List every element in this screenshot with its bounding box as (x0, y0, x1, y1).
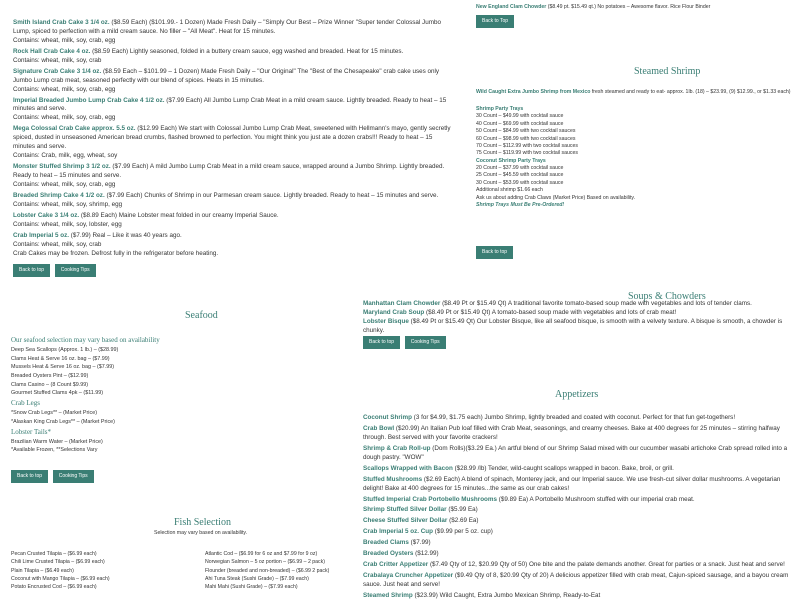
cooking-tips-button-3[interactable]: Cooking Tips (53, 470, 94, 483)
fish-item: Potato Encrusted Cod – ($6.99 each) (11, 584, 97, 591)
seafood-section (11, 335, 251, 455)
crab-cakes-note: Crab Cakes may be frozen. Defrost fully in the refrigerator before heating. (13, 250, 219, 257)
item-price: ($8.59 Each) (92, 47, 129, 55)
appetizers-list (363, 414, 791, 603)
item-contains: Contains: wheat, milk, soy, crab, egg (13, 180, 116, 188)
fish-item: Chili Lime Crusted Tilapia – ($6.99 each) (11, 559, 105, 566)
appetizer-desc: ($2.69 Each) A blend of spinach, Monterey jack, and our Imperial sauce. We use fresh-cut silver dollar mushrooms. A vegetarian delight! Bake at 400 degrees for 15 minutes...the same as our crab cakes! (363, 475, 781, 492)
item-contains: Contains: wheat, milk, soy, shrimp, egg (13, 200, 123, 208)
soup-item (363, 300, 791, 309)
appetizer-item (363, 528, 791, 537)
item-name[interactable]: Mega Colossal Crab Cake approx. 5.5 oz. (13, 125, 136, 133)
crab-claws-note: Ask us about adding Crab Claws (Market Price) Based on availability. (476, 194, 636, 201)
appetizers-heading: Appetizers (555, 389, 599, 400)
appetizer-item (363, 572, 791, 590)
appetizer-name[interactable]: Crab Imperial 5 oz. Cup (363, 528, 433, 536)
item-desc: We start with Colossal Jumbo Lump Crab Meat, sweetened with Hellmann's mayo, gently secretly spiced, dusted in unseasoned American bread crumbs, flashed browned to perfection. You might think you just ate a dozen crabs!!! Ready to heat – 15 minutes and serve. (13, 125, 451, 151)
tray-option: 70 Count – $112.99 with two cocktail sauces (476, 142, 578, 149)
tray-option: 20 Count – $37.99 with cocktail sauce (476, 165, 564, 171)
crab-cake-item (13, 192, 451, 210)
tray-option: 50 Count – $84.99 with two cocktail sauces (476, 128, 576, 135)
fish-item: Flounder (breaded and non-breaded) – ($6.99 2 pack) (205, 567, 330, 574)
appetizer-name[interactable]: Coconut Shrimp (363, 414, 412, 421)
fish-sub: Selection may vary based on availability. (154, 530, 248, 536)
crab-leg-item: *Snow Crab Legs** – (Market Price) (11, 410, 97, 417)
cooking-tips-button-2[interactable]: Cooking Tips (405, 336, 446, 349)
soup-name[interactable]: Lobster Bisque (363, 317, 409, 325)
item-contains: Contains: wheat, milk, soy, crab, egg (13, 114, 116, 122)
appetizer-desc: ($7.99) (410, 539, 431, 547)
appetizer-desc: ($12.99) (415, 550, 439, 558)
appetizer-desc: ($2.69 Ea) (449, 517, 479, 525)
crab-cake-item (13, 97, 451, 124)
appetizer-item (363, 476, 791, 494)
soup-desc: ($8.49 Pt or $15.49 Qt) A tomato-based soup made with vegetables and lots of crab meat! (425, 308, 677, 316)
crab-cake-item (13, 48, 451, 66)
appetizer-item (363, 425, 791, 443)
item-desc: – Like it was 40 years ago. (107, 231, 182, 239)
crab-cake-list (13, 19, 451, 252)
item-price: ($12.99 Each) (137, 125, 177, 133)
item-desc: Maine Lobster meat folded in our creamy Imperial Sauce. (118, 211, 279, 219)
seafood-item: Clams Heat & Serve 16 oz. bag – ($7.99) (11, 355, 110, 362)
appetizer-name[interactable]: Breaded Clams (363, 539, 409, 547)
item-desc: Made Fresh Daily – "Simply Our Best – Prize Winner "Super tender Colossal Jumbo Lump, spiced to perfection with a mild cream sauce. No filler – "All Meat". Heat for 15 minutes. (13, 19, 441, 35)
crab-leg-item: *Alaskan King Crab Legs** – (Market Price) (11, 418, 115, 425)
appetizer-desc: ($7.49 Qty of 12, $20.99 Qty of 50) One bite and the palate demands another. Great for parties or a snack. Just heat and serve! (429, 561, 785, 569)
crab-cake-item (13, 163, 451, 190)
appetizer-name[interactable]: Shrimp & Crab Roll-up (363, 444, 431, 452)
item-name[interactable]: Monster Stuffed Shrimp 3 1/2 oz. (13, 163, 111, 171)
soups-buttons (363, 336, 449, 349)
item-desc: Lightly seasoned, folded in a buttery cream sauce, egg washed and breaded. Heat for 15 minutes. (129, 47, 404, 55)
item-desc: A mild Jumbo Lump Crab Meat in a mild cream sauce, wrapped around a Jumbo Shrimp. Lightly breaded. Ready to heat – 15 minutes and serve. (13, 163, 445, 179)
soups-heading: Soups & Chowders (628, 291, 706, 302)
item-name[interactable]: Crab Imperial 5 oz. (13, 231, 69, 239)
seafood-item: Gourmet Stuffed Clams 4pk – ($11.99) (11, 390, 104, 397)
item-contains: Contains: wheat, milk, soy, crab, egg (13, 85, 116, 93)
fish-item: Coconut with Mango Tilapia – ($6.99 each) (11, 575, 110, 582)
fish-col-2 (205, 550, 365, 592)
tray-option: 30 Count – $53.99 with cocktail sauce (476, 179, 564, 186)
item-name[interactable]: Signature Crab Cake 3 1/4 oz. (13, 67, 102, 75)
fish-col-1 (11, 550, 201, 592)
soup-name[interactable]: Manhattan Clam Chowder (363, 300, 441, 307)
item-contains: Contains: wheat, milk, soy, crab (13, 240, 102, 248)
item-price: ($7.99) Real (70, 231, 106, 239)
appetizer-desc: ($23.99) Wild Caught, Extra Jumbo Mexican Shrimp, Ready-to-Eat (414, 591, 601, 599)
appetizer-desc: ($9.89 Ea) A Portobello Mushroom stuffed with our imperial crab meat. (498, 495, 695, 503)
seafood-buttons (11, 470, 97, 483)
appetizer-desc: ($5.99 Ea) (448, 506, 478, 514)
item-desc: Chunks of Shrimp in our Parmesan cream sauce. Lightly breaded. Ready to heat – 15 minutes and serve. (144, 191, 439, 199)
lobster-tails-heading: Lobster Tails* (11, 427, 52, 436)
appetizer-name[interactable]: Cheese Stuffed Silver Dollar (363, 517, 448, 525)
item-contains: Contains: wheat, milk, soy, crab (13, 56, 102, 64)
tray-option: 60 Count – $98.99 with two cocktail sauces (476, 135, 576, 142)
appetizer-desc: (3 for $4.99, $1.75 each) Jumbo Shrimp, lightly breaded and coated with coconut. Perfect for that fun get-togethers! (413, 414, 736, 421)
tray-option: 40 Count – $69.99 with cocktail sauce (476, 120, 564, 127)
appetizer-item (363, 517, 791, 526)
item-price: ($8.89 Each) (80, 211, 117, 219)
back-to-top-button[interactable]: Back to top (13, 264, 50, 277)
appetizer-name[interactable]: Crabalaya Cruncher Appetizer (363, 572, 454, 580)
seafood-selection-note: Our seafood selection may vary based on availability (11, 336, 160, 344)
fish-heading: Fish Selection (174, 517, 231, 528)
soup-desc: ($8.49 Pt or $15.49 Qt) Our Lobster Bisque, like all seafood bisque, is smooth with a velvety texture. A bisque is smooth, a chowder is chunky. (363, 317, 783, 334)
item-name[interactable]: Imperial Breaded Jumbo Lump Crab Cake 4 1/2 oz. (13, 96, 165, 104)
appetizer-item (363, 465, 791, 474)
appetizer-item (363, 550, 791, 559)
left-buttons (13, 264, 99, 277)
soup-desc: ($8.49 Pt or $15.49 Qt) A traditional favorite tomato-based soup made with vegetables and lots of tender clams. (442, 300, 752, 307)
crab-cake-item (13, 19, 451, 46)
fish-item: Norwegian Salmon – 5 oz portion – ($6.99 – 2 pack) (205, 559, 325, 566)
lobster-item: *Available Frozen, **Selections Vary (11, 447, 98, 454)
item-contains: Contains: wheat, milk, soy, crab, egg (13, 36, 116, 44)
appetizer-name[interactable]: Stuffed Imperial Crab Portobello Mushrooms (363, 495, 497, 503)
steamed-intro: Wild Caught Extra Jumbo Shrimp from Mexico fresh steamed and ready to eat- approx. 1lb. (18) – $23.99, (9) $12.99., or $1.33 each) (476, 89, 791, 95)
appetizer-item (363, 539, 791, 548)
crab-cake-item (13, 232, 451, 250)
appetizer-item (363, 506, 791, 515)
item-name[interactable]: Smith Island Crab Cake 3 1/4 oz. (13, 19, 110, 26)
appetizer-item (363, 445, 791, 463)
appetizer-name[interactable]: Crab Critter Appetizer (363, 561, 429, 569)
item-desc: Made Fresh Daily – "Our Original" The "Best of the Chesapeake" crab cake uses only Jumbo Lump crab meat, seasoned perfectly with our blend of spices. Heats in 15 minutes. (13, 67, 440, 84)
appetizer-name[interactable]: Crab Bowl (363, 424, 395, 432)
back-to-top-button-3[interactable]: Back to top (476, 246, 513, 259)
appetizer-name[interactable]: Shrimp Stuffed Silver Dollar (363, 506, 447, 514)
appetizer-item (363, 496, 791, 505)
soup-item (363, 318, 791, 336)
item-name[interactable]: Rock Hall Crab Cake 4 oz. (13, 47, 91, 55)
seafood-item: Breaded Oysters Pint – ($12.99) (11, 373, 89, 380)
fish-item: Atlantic Cod – ($6.99 for 6 oz and $7.99 for 9 oz) (205, 551, 318, 557)
item-price: ($8.59 Each – $101.99 – 1 Dozen) (102, 67, 200, 75)
item-price: ($7.99 Each) (106, 191, 143, 199)
fish-item: Plain Tilapia – ($6.49 each) (11, 567, 74, 574)
shrimp-party-trays: Shrimp Party Trays 30 Count – $49.99 with cocktail sauce 40 Count – $69.99 with cocktail sauce 50 Count – $84.99 with two cocktail sauces 60 Count – $98.99 with two cocktail sauces 70 Count – $112.99 with two cocktail sauces 75 Count – $119.99 with two cocktail sauces Coconut Shrimp Party Trays 20 Count – $37.99 with cocktail sauce 25 Count – $45.59 with cocktail sauce 30 Count – $53.99 with cocktail sauce Additional shrimp $1.66 each Ask us about adding Crab Claws (Market Price) Based on availability. Shrimp Trays Must Be Pre-Ordered! (476, 106, 776, 209)
appetizer-name[interactable]: Steamed Shrimp (363, 591, 413, 599)
soup-name[interactable]: Maryland Crab Soup (363, 308, 425, 316)
seafood-item: Clams Casino – (8 Count $9.99) (11, 381, 89, 388)
soups-list (363, 300, 791, 336)
appetizer-desc: (Dom Rolls)($3.29 Ea.) An artful blend of our Shrimp Salad mixed with our cucumber wasabi artichoke Crab spread rolled into a dough pastry. "WOW" (363, 444, 788, 461)
item-contains: Contains: Crab, milk, egg, wheat, soy (13, 152, 118, 160)
tray-option: 75 Count – $119.99 with two cocktail sauces (476, 150, 578, 157)
tray-option: 25 Count – $45.59 with cocktail sauce (476, 172, 564, 179)
appetizer-desc: ($28.99 /lb) Tender, wild-caught scallops wrapped in bacon. Bake, broil, or grill. (454, 464, 674, 472)
appetizer-desc: ($9.99 per 5 oz. cup) (434, 528, 493, 536)
crab-cake-item (13, 125, 451, 161)
back-to-top-button-2[interactable]: Back to Top (476, 15, 514, 28)
seafood-item: Mussels Heat & Serve 16 oz. bag – ($7.99) (11, 364, 115, 371)
crab-cake-item (13, 68, 451, 95)
new-england-chowder: New England Clam Chowder ($8.49 pt. $15.49 qt.) No potatoes – Awesome flavor. Rice Flour Binder (476, 4, 711, 10)
cooking-tips-button[interactable]: Cooking Tips (55, 264, 96, 277)
lobster-item: Brazilian Warm Water – (Market Price) (11, 438, 103, 445)
appetizer-desc: ($9.49 Qty of 8, $20.99 Qty of 20) A delicious appetizer filled with crab meat, Cajun-spiced sausage, and a bayou cream sauce. Just heat and serve! (363, 572, 789, 588)
item-desc: All Jumbo Lump Crab Meat in a mild cream sauce. Lightly breaded. Ready to heat – 15 minutes and serve. (13, 96, 447, 113)
back-to-top-button-5[interactable]: Back to top (11, 470, 48, 483)
crab-legs-heading: Crab Legs (11, 399, 40, 408)
fish-item: Mahi Mahi (Sushi Grade) – ($7.99 each) (205, 584, 298, 591)
pre-order-note: Shrimp Trays Must Be Pre-Ordered! (476, 201, 565, 208)
tray-option: Additional shrimp $1.66 each (476, 187, 543, 194)
appetizer-name[interactable]: Stuffed Mushrooms (363, 475, 423, 483)
fish-item: Pecan Crusted Tilapia – ($6.99 each) (11, 551, 97, 557)
item-price: ($7.99 Each) (112, 163, 149, 171)
appetizer-name[interactable]: Scallops Wrapped with Bacon (363, 464, 453, 472)
back-to-top-button-4[interactable]: Back to top (363, 336, 400, 349)
seafood-item: Deep Sea Scallops (Approx. 1 lb.) – ($28.99) (11, 347, 119, 354)
appetizer-name[interactable]: Breaded Oysters (363, 550, 414, 558)
item-name[interactable]: Breaded Shrimp Cake 4 1/2 oz. (13, 191, 105, 199)
item-price: ($7.99 Each) (166, 96, 203, 104)
item-name[interactable]: Lobster Cake 3 1/4 oz. (13, 211, 80, 219)
steamed-button-wrap (476, 246, 516, 259)
fish-item: Ahi Tuna Steak (Sushi Grade) – ($7.99 each) (205, 575, 309, 582)
soup-item (363, 309, 791, 318)
appetizer-desc: ($20.99) An Italian Pub loaf filled with Crab Meat, seasonings, and creamy cheeses. Bake at 400 degrees for 25 minutes – stirring halfway through. Best served with your favorite crackers! (363, 424, 780, 441)
item-contains: Contains: wheat, milk, soy, lobster, egg (13, 220, 122, 228)
crab-cake-item (13, 212, 451, 230)
item-price: ($8.59 Each) ($101.99.- 1 Dozen) (111, 19, 206, 26)
appetizer-item (363, 414, 791, 423)
steamed-shrimp-heading: Steamed Shrimp (634, 66, 701, 77)
appetizer-item (363, 561, 791, 570)
tray-option: 30 Count – $49.99 with cocktail sauce (476, 113, 564, 120)
seafood-heading: Seafood (185, 310, 218, 321)
top-right-button-wrap (476, 15, 517, 28)
